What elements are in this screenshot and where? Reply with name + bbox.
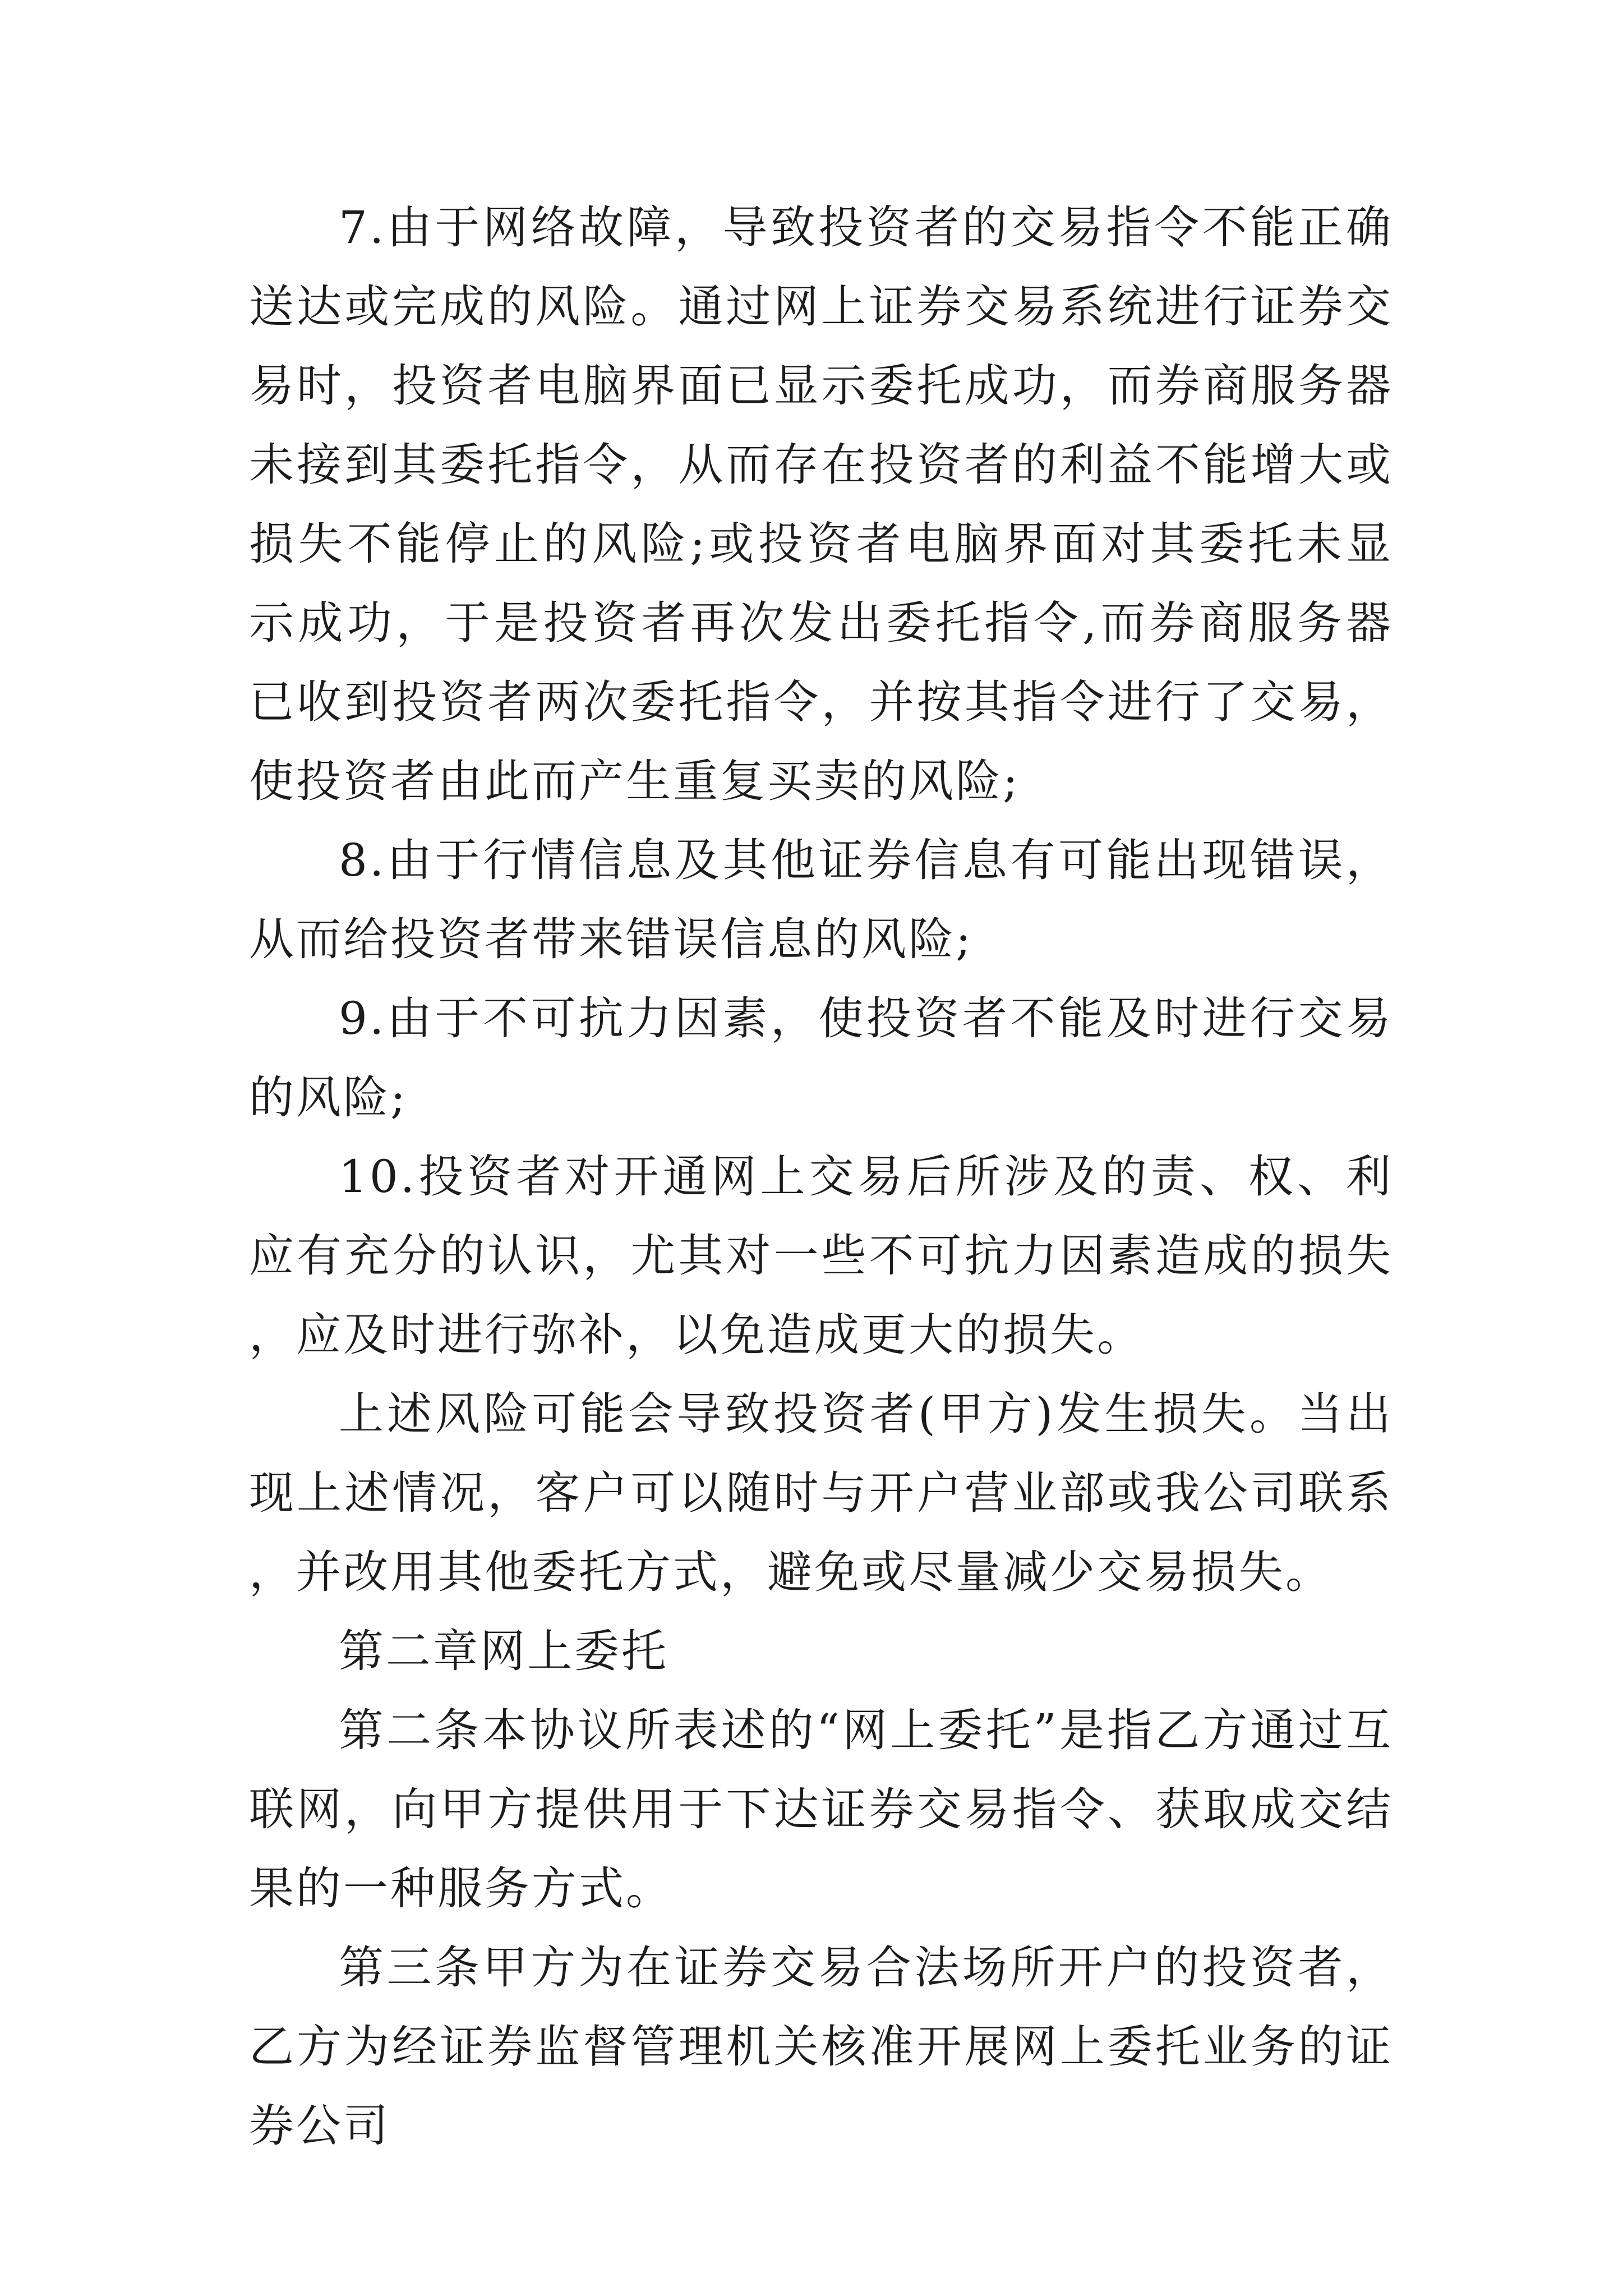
paragraph-risk-8: 8.由于行情信息及其他证券信息有可能出现错误，从而给投资者带来错误信息的风险; [249, 834, 1393, 965]
document-body [249, 188, 1393, 2165]
paragraph-risk-9: 9.由于不可抗力因素，使投资者不能及时进行交易的风险; [249, 992, 1393, 1124]
paragraph-risk-10: 10.投资者对开通网上交易后所涉及的责、权、利应有充分的认识，尤其对一些不可抗力因素造成的损失，应及时进行弥补，以免造成更大的损失。 [249, 1151, 1393, 1361]
paragraph-risk-summary: 上述风险可能会导致投资者(甲方)发生损失。当出现上述情况，客户可以随时与开户营业部或我公司联系，并改用其他委托方式，避免或尽量减少交易损失。 [249, 1388, 1393, 1598]
chapter-heading: 第二章网上委托 [339, 1625, 668, 1677]
paragraph-article-2: 第二条本协议所表述的“网上委托”是指乙方通过互联网，向甲方提供用于下达证券交易指令、获取成交结果的一种服务方式。 [249, 1704, 1393, 1915]
paragraph-article-3: 第三条甲方为在证券交易合法场所开户的投资者，乙方为经证券监督管理机关核准开展网上委托业务的证券公司 [249, 1941, 1393, 2152]
paragraph-risk-7: 7.由于网络故障，导致投资者的交易指令不能正确送达或完成的风险。通过网上证券交易系统进行证券交易时，投资者电脑界面已显示委托成功，而券商服务器未接到其委托指令，从而存在投资者的利益不能增大或损失不能停止的风险;或投资者电脑界面对其委托未显示成功，于是投资者再次发出委托指令,而券商服务器已收到投资者两次委托指令，并按其指令进行了交易，使投资者由此而产生重复买卖的风险; [249, 201, 1393, 807]
